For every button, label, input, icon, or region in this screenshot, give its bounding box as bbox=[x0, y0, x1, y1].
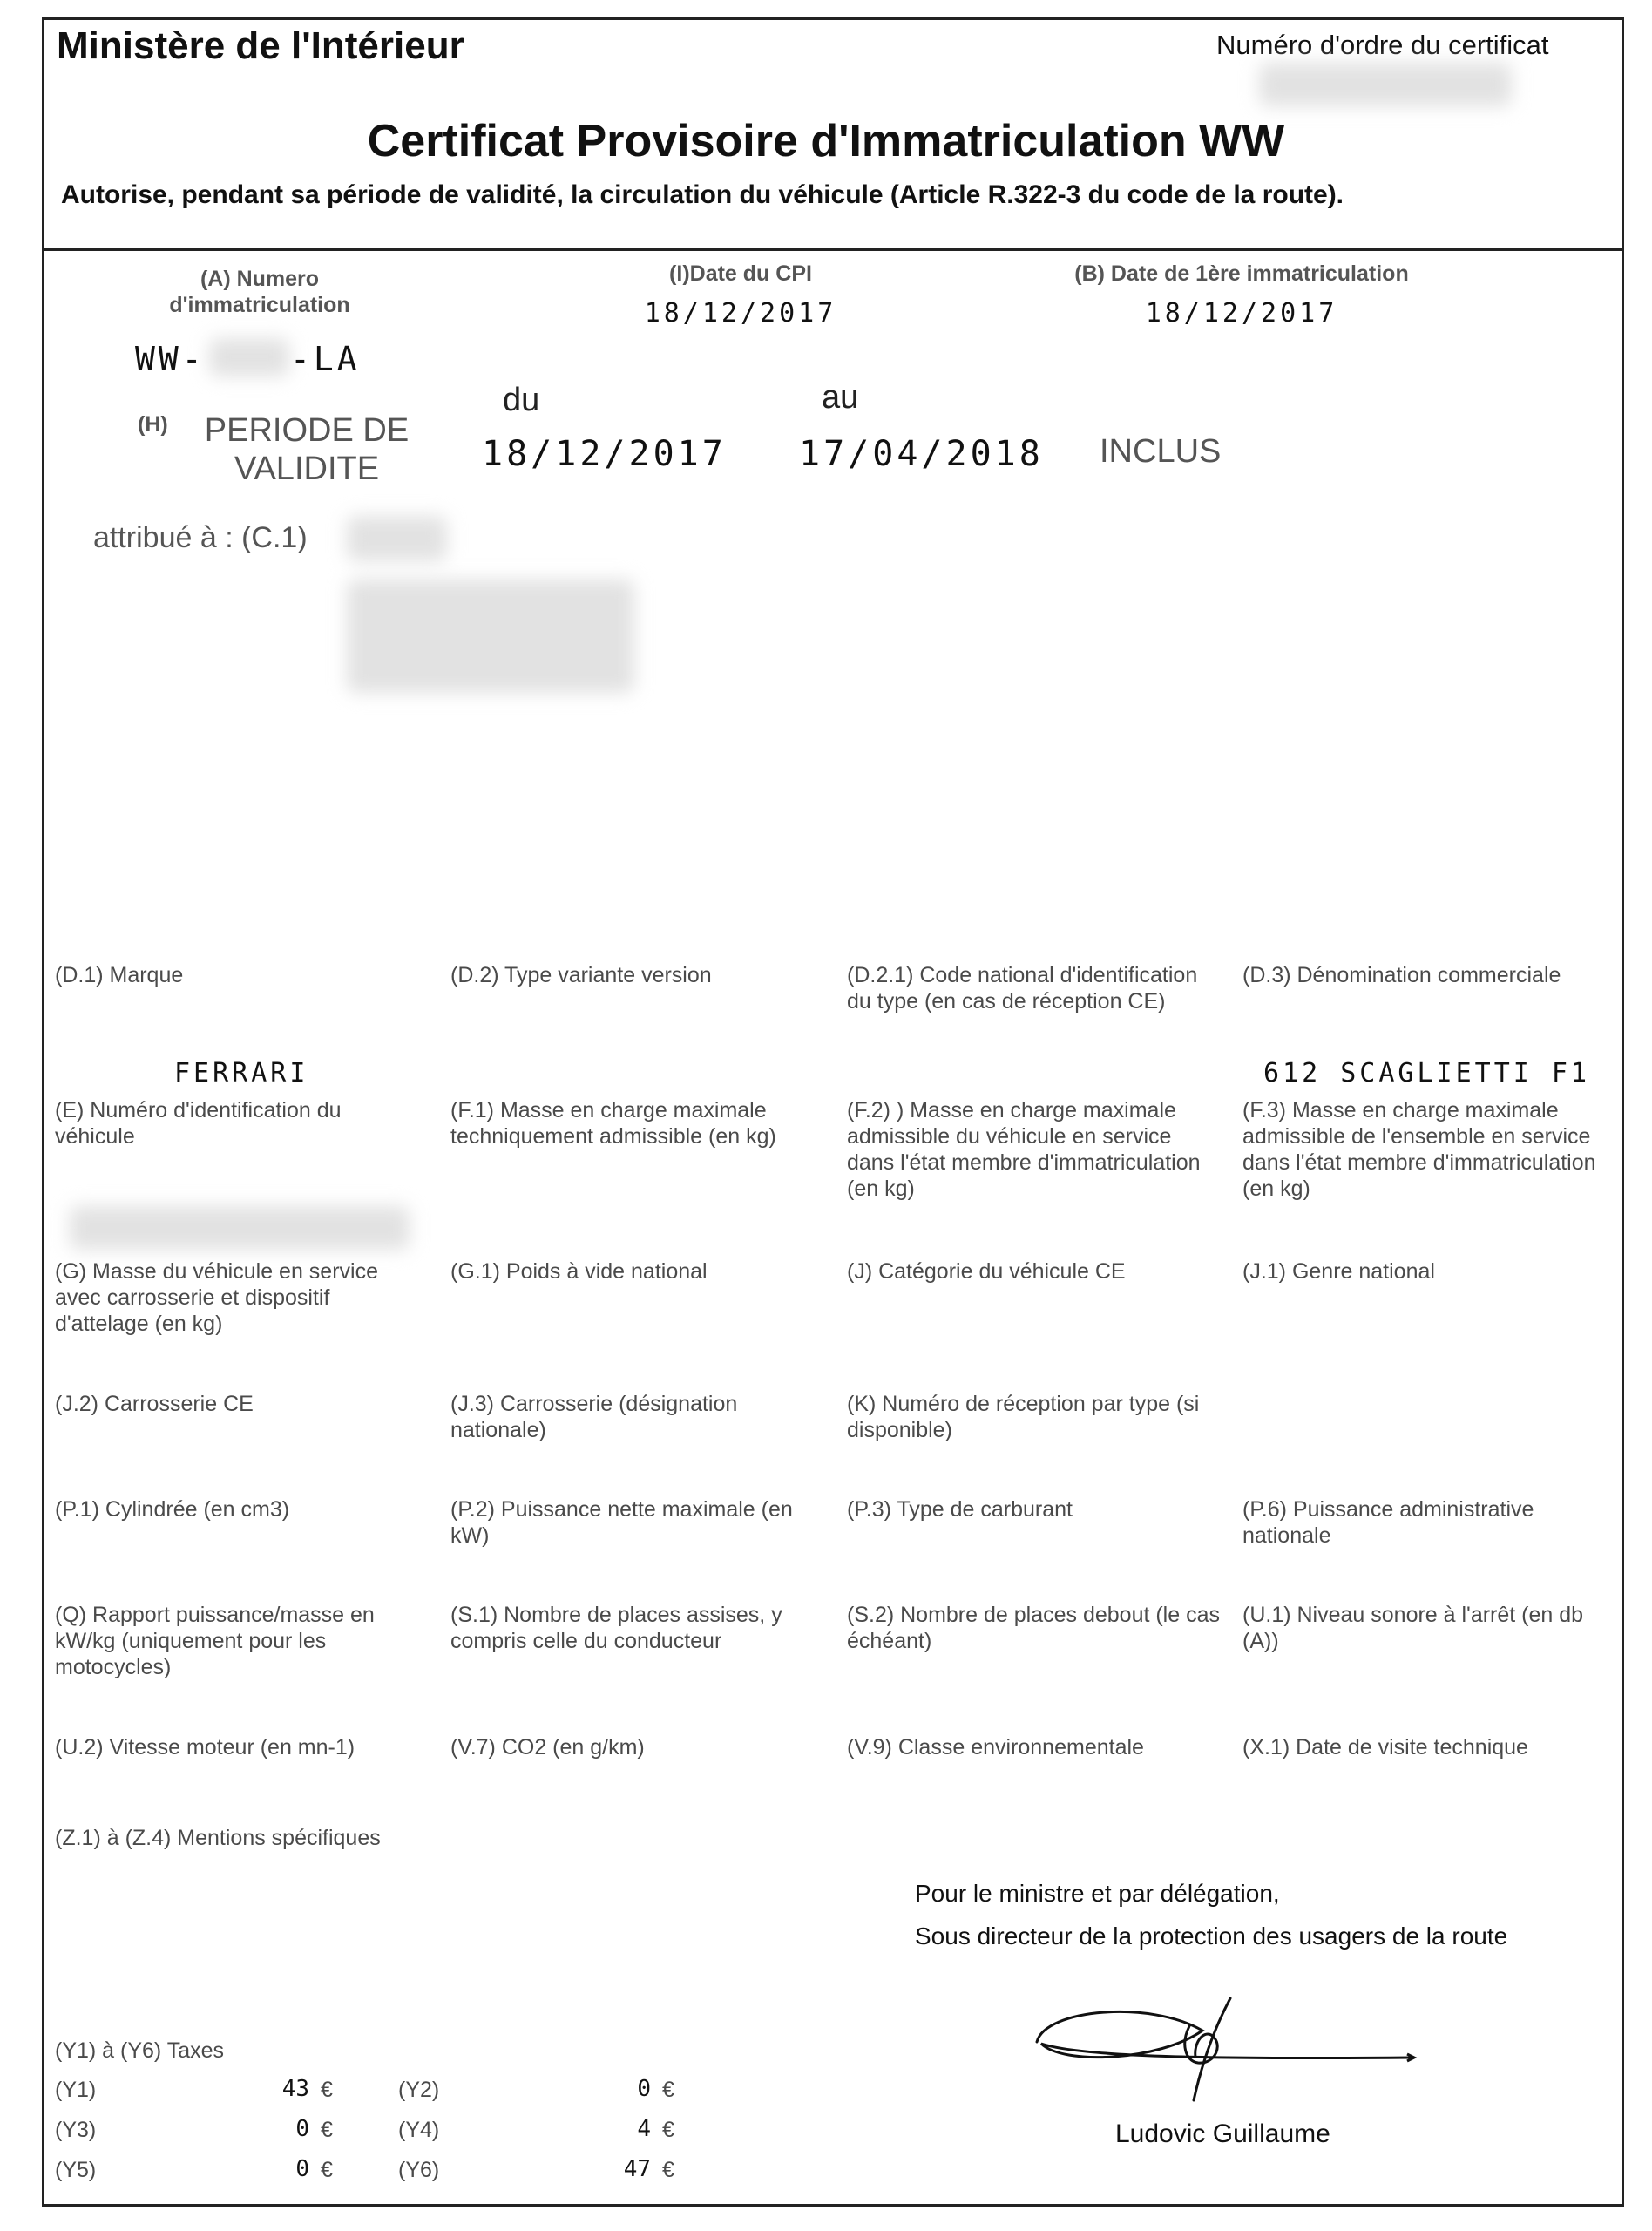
tax-y4-value: 4 bbox=[637, 2116, 651, 2142]
tax-y2-code: (Y2) bbox=[398, 2078, 440, 2102]
field-d3-value: 612 SCAGLIETTI F1 bbox=[1263, 1058, 1591, 1088]
field-j3-label: (J.3) Carrosserie (désignation nationale) bbox=[450, 1392, 738, 1442]
tax-y1-value: 43 bbox=[281, 2076, 309, 2102]
tax-y6-code: (Y6) bbox=[398, 2158, 440, 2182]
signer-name: Ludovic Guillaume bbox=[1115, 2119, 1330, 2148]
field-d3-label: (D.3) Dénomination commerciale bbox=[1242, 963, 1561, 987]
registration-number-redacted bbox=[209, 338, 289, 376]
field-f3-label: (F.3) Masse en charge maximale admissible de l'ensemble en service dans l'état membre d'immatriculation (en kg) bbox=[1242, 1098, 1596, 1201]
field-d1-value: FERRARI bbox=[174, 1058, 309, 1088]
holder-label: attribué à : (C.1) bbox=[93, 521, 308, 554]
field-j-label: (J) Catégorie du véhicule CE bbox=[847, 1259, 1126, 1284]
document-subtitle: Autorise, pendant sa période de validité, la circulation du véhicule (Article R.322-3 du code de la route). bbox=[61, 180, 1344, 209]
registration-number-suffix: -LA bbox=[290, 340, 361, 378]
field-s2-label: (S.2) Nombre de places debout (le cas échéant) bbox=[847, 1603, 1220, 1653]
validity-from-date: 18/12/2017 bbox=[482, 434, 727, 474]
field-s1-label: (S.1) Nombre de places assises, y compris celle du conducteur bbox=[450, 1603, 782, 1653]
holder-address-redacted bbox=[347, 580, 634, 693]
field-j1-label: (J.1) Genre national bbox=[1242, 1259, 1435, 1284]
field-p6-label: (P.6) Puissance administrative nationale bbox=[1242, 1497, 1534, 1548]
cpi-date-label: (I)Date du CPI bbox=[669, 261, 812, 286]
tax-y1-code: (Y1) bbox=[55, 2078, 97, 2102]
order-number-label: Numéro d'ordre du certificat bbox=[1216, 30, 1549, 60]
tax-y2-value: 0 bbox=[637, 2076, 651, 2102]
field-j2-label: (J.2) Carrosserie CE bbox=[55, 1392, 254, 1416]
field-f1-label: (F.1) Masse en charge maximale techniquement admissible (en kg) bbox=[450, 1098, 776, 1149]
cpi-date: 18/12/2017 bbox=[644, 298, 837, 329]
field-g1-label: (G.1) Poids à vide national bbox=[450, 1259, 708, 1284]
validity-inclusive: INCLUS bbox=[1100, 433, 1222, 470]
registration-number-prefix: WW- bbox=[135, 340, 206, 378]
signature-line-2: Sous directeur de la protection des usagers de la route bbox=[915, 1922, 1508, 1950]
field-g-label: (G) Masse du véhicule en service avec carrosserie et dispositif d'attelage (en kg) bbox=[55, 1259, 378, 1336]
handwritten-signature bbox=[1028, 1991, 1420, 2105]
field-e-label: (E) Numéro d'identification du véhicule bbox=[55, 1098, 342, 1149]
field-d21-label: (D.2.1) Code national d'identification du type (en cas de réception CE) bbox=[847, 963, 1198, 1014]
field-q-label: (Q) Rapport puissance/masse en kW/kg (uniquement pour les motocycles) bbox=[55, 1603, 375, 1679]
registration-number-label: (A) Numero d'immatriculation bbox=[169, 267, 350, 317]
field-x1-label: (X.1) Date de visite technique bbox=[1242, 1735, 1528, 1760]
tax-y4-code: (Y4) bbox=[398, 2118, 440, 2142]
order-number-redacted bbox=[1259, 63, 1512, 106]
ministry-name: Ministère de l'Intérieur bbox=[57, 24, 464, 67]
validity-code: (H) bbox=[138, 412, 168, 437]
validity-label: PERIODE DE VALIDITE bbox=[204, 412, 410, 487]
field-k-label: (K) Numéro de réception par type (si disponible) bbox=[847, 1392, 1200, 1442]
field-p3-label: (P.3) Type de carburant bbox=[847, 1497, 1073, 1522]
tax-y3-value: 0 bbox=[295, 2116, 309, 2142]
field-f2-label: (F.2) ) Masse en charge maximale admissible du véhicule en service dans l'état membre d'immatriculation (en kg) bbox=[847, 1098, 1201, 1201]
field-p2-label: (P.2) Puissance nette maximale (en kW) bbox=[450, 1497, 793, 1548]
tax-y5-currency: € bbox=[321, 2158, 333, 2182]
validity-to-label: au bbox=[822, 379, 859, 416]
tax-y3-code: (Y3) bbox=[55, 2118, 97, 2142]
tax-y5-code: (Y5) bbox=[55, 2158, 97, 2182]
field-v9-label: (V.9) Classe environnementale bbox=[847, 1735, 1144, 1760]
tax-y3-currency: € bbox=[321, 2118, 333, 2142]
validity-to-date: 17/04/2018 bbox=[799, 434, 1044, 474]
field-v7-label: (V.7) CO2 (en g/km) bbox=[450, 1735, 645, 1760]
tax-y4-currency: € bbox=[662, 2118, 674, 2142]
first-registration-label: (B) Date de 1ère immatriculation bbox=[1074, 261, 1409, 286]
header-divider bbox=[42, 248, 1624, 251]
field-p1-label: (P.1) Cylindrée (en cm3) bbox=[55, 1497, 290, 1522]
tax-y6-currency: € bbox=[662, 2158, 674, 2182]
document-title: Certificat Provisoire d'Immatriculation WW bbox=[367, 116, 1285, 166]
tax-y1-currency: € bbox=[321, 2078, 333, 2102]
vin-redacted bbox=[70, 1206, 410, 1250]
holder-name-redacted bbox=[347, 516, 447, 561]
field-u2-label: (U.2) Vitesse moteur (en mn-1) bbox=[55, 1735, 355, 1760]
field-z-label: (Z.1) à (Z.4) Mentions spécifiques bbox=[55, 1826, 381, 1850]
tax-y6-value: 47 bbox=[623, 2156, 651, 2182]
signature-line-1: Pour le ministre et par délégation, bbox=[915, 1880, 1280, 1907]
first-registration-date: 18/12/2017 bbox=[1145, 298, 1338, 329]
field-u1-label: (U.1) Niveau sonore à l'arrêt (en db (A)) bbox=[1242, 1603, 1584, 1653]
tax-y2-currency: € bbox=[662, 2078, 674, 2102]
tax-y5-value: 0 bbox=[295, 2156, 309, 2182]
validity-from-label: du bbox=[503, 382, 540, 418]
field-d2-label: (D.2) Type variante version bbox=[450, 963, 712, 987]
field-d1-label: (D.1) Marque bbox=[55, 963, 184, 987]
taxes-label: (Y1) à (Y6) Taxes bbox=[55, 2038, 225, 2063]
